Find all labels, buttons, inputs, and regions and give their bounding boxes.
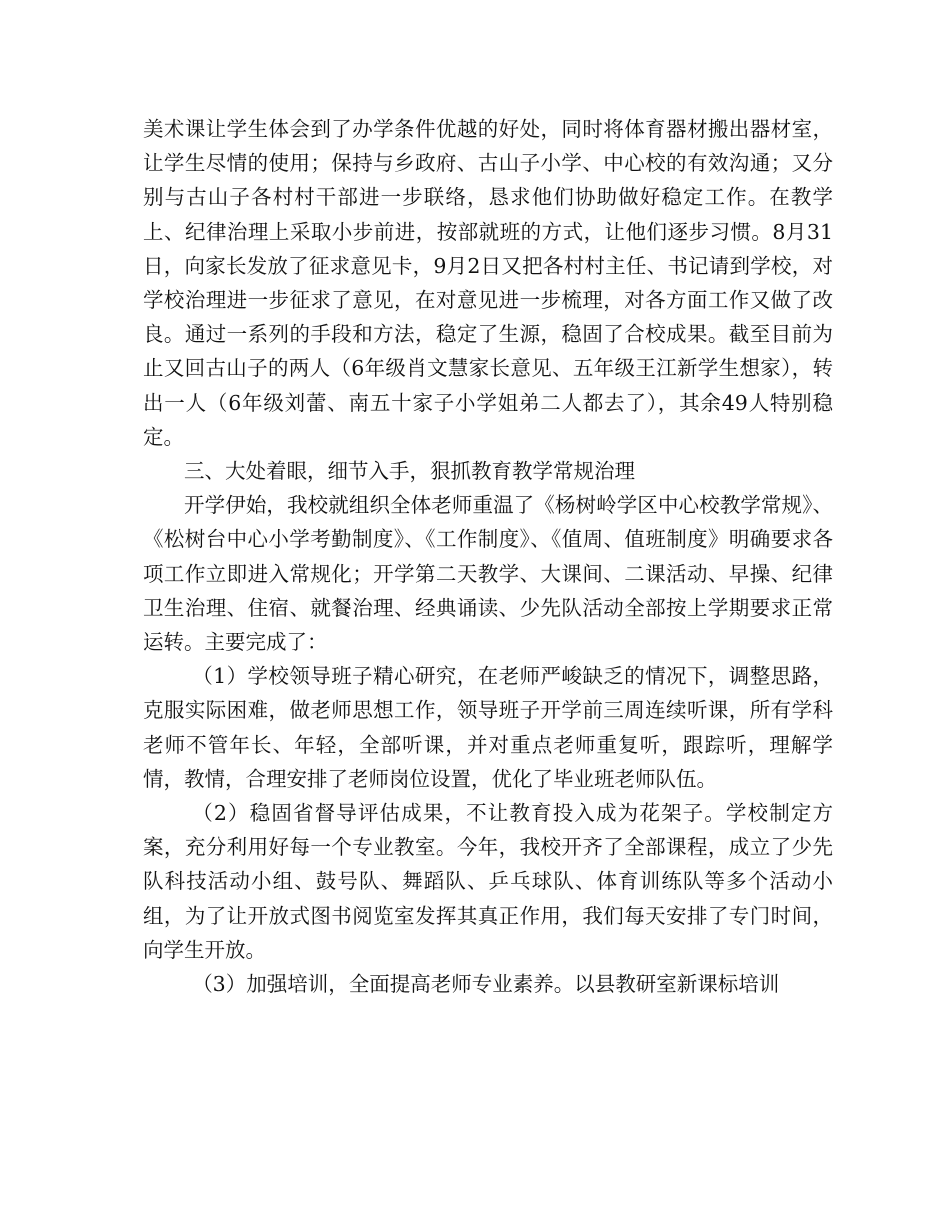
list-item-2: （2）稳固省督导评估成果，不让教育投入成为花架子。学校制定方案，充分利用好每一个专业教室。今年，我校开齐了全部课程，成立了少先队科技活动小组、鼓号队、舞蹈队、乒乓球队、体育训练队等多个活动小组，为了让开放式图书阅览室发挥其真正作用，我们每天安排了专门时间，向学生开放。 — [143, 801, 833, 962]
section-heading-3: 三、大处着眼，细节入手，狠抓教育教学常规治理 — [184, 459, 635, 484]
list-item-1: （1）学校领导班子精心研究，在老师严峻缺乏的情况下，调整思路，克服实际困难，做老师思想工作，领导班子开学前三周连续听课，所有学科老师不管年长、年轻，全部听课，并对重点老师重复听，跟踪听，理解学情，教情，合理安排了老师岗位设置，优化了毕业班老师队伍。 — [143, 664, 833, 791]
paragraph-school-stability: 美术课让学生体会到了办学条件优越的好处，同时将体育器材搬出器材室，让学生尽情的使用；保持与乡政府、古山子小学、中心校的有效沟通；又分别与古山子各村村干部进一步联络，恳求他们协助做好稳定工作。在教学上、纪律治理上采取小步前进，按部就班的方式，让他们逐步习惯。8月31日，向家长发放了征求意见卡，9月2日又把各村村主任、书记请到学校，对学校治理进一步征求了意见，在对意见进一步梳理，对各方面工作又做了改良。通过一系列的手段和方法，稳定了生源，稳固了合校成果。截至目前为止又回古山子的两人（6年级肖文慧家长意见、五年级王江新学生想家），转出一人（6年级刘蕾、南五十家子小学姐弟二人都去了），其余49人特别稳定。 — [143, 117, 833, 449]
list-item-3: （3）加强培训，全面提高老师专业素养。以县教研室新课标培训 — [192, 972, 780, 997]
document-page — [143, 112, 833, 1001]
paragraph-routine-management: 开学伊始，我校就组织全体老师重温了《杨树岭学区中心校教学常规》、《松树台中心小学考勤制度》、《工作制度》、《值周、值班制度》明确要求各项工作立即进入常规化；开学第二天教学、大课间、二课活动、早操、纪律卫生治理、住宿、就餐治理、经典诵读、少先队活动全部按上学期要求正常运转。主要完成了： — [143, 493, 833, 655]
